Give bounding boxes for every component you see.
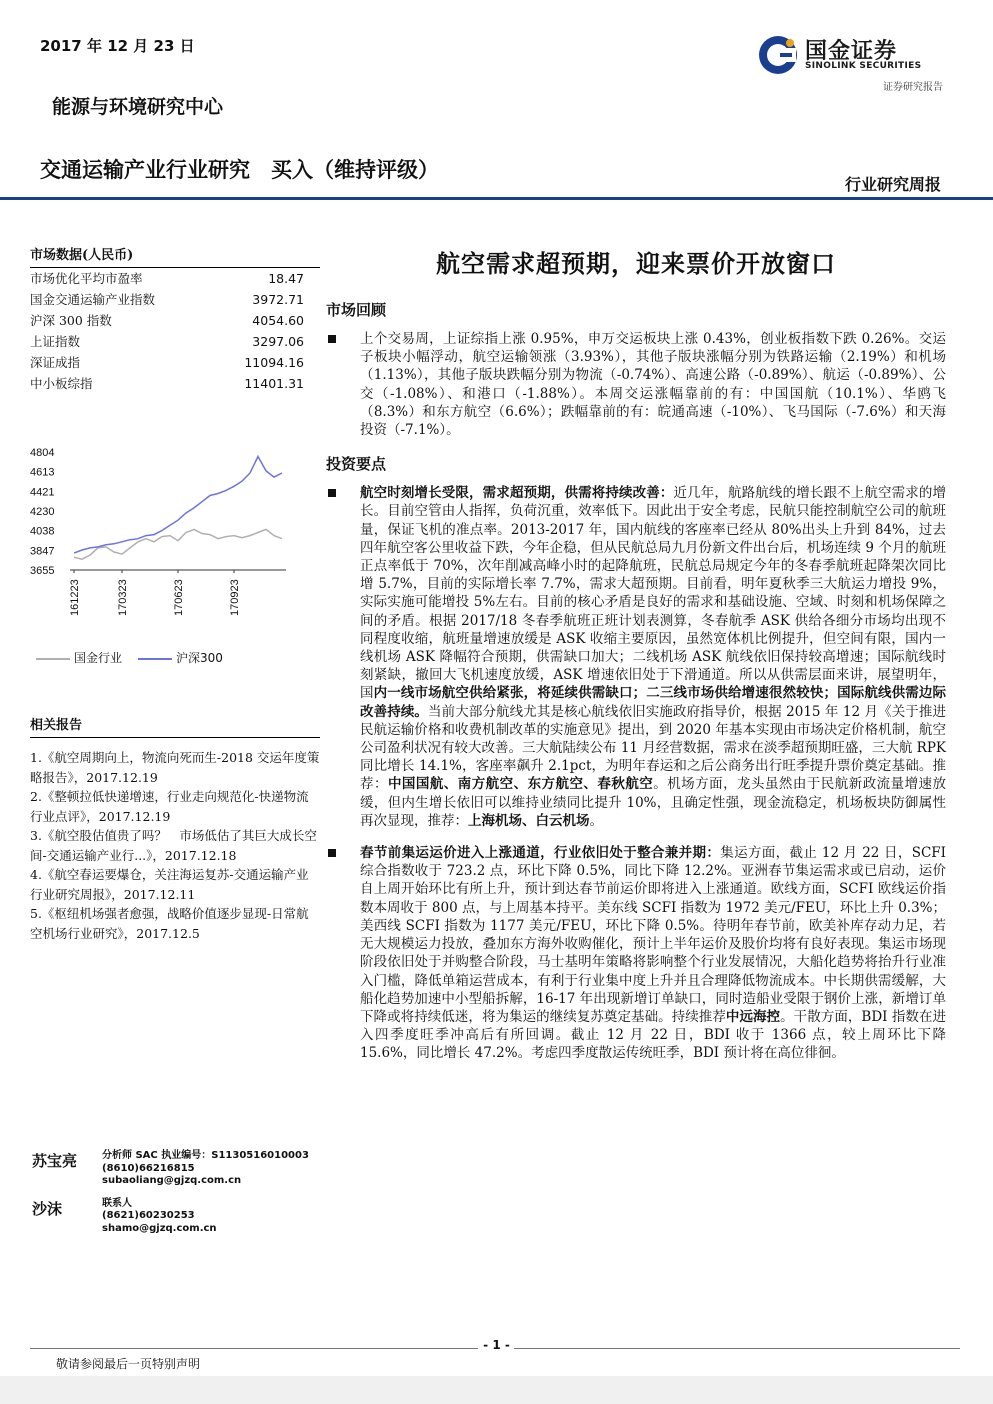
aviation-paragraph (326, 484, 946, 830)
main-content (326, 244, 946, 1077)
market-data-label: 沪深 300 指数 (30, 313, 112, 328)
legend-line-hs300 (138, 658, 172, 660)
author-phone: (8610)66216815 (102, 1162, 195, 1174)
report-type-label: 行业研究周报 (844, 175, 941, 194)
x-tick-label: 161223 (69, 579, 81, 616)
author-entry (32, 1198, 332, 1236)
header-divider (0, 197, 993, 200)
market-data-row (30, 289, 320, 310)
related-report-item[interactable]: 2.《整顿拉低快递增速，行业走向规范化-快递物流行业点评》，2017.12.19 (30, 789, 309, 824)
shipping-text-c: 。干散方面，BDI 指数在进入四季度旺季冲高后有所回调。截止 12 月 22 日，BDI 收于 1366 点，较上周环比下降 15.6%，同比增长 47.2%。考虑四季度散运传统旺季，BDI 预计将在高位徘徊。 (360, 1008, 947, 1062)
logo-subtitle: 证券研究报告 (883, 82, 943, 93)
related-report-item[interactable]: 5.《枢纽机场强者愈强，战略价值逐步显现-日常航空机场行业研究》，2017.12.5 (30, 906, 309, 941)
x-tick-label: 170623 (173, 579, 185, 616)
market-data-value: 18.47 (268, 271, 304, 286)
related-report-item[interactable]: 1.《航空周期向上，物流向死而生-2018 交运年度策略报告》，2017.12.19 (30, 750, 320, 785)
aviation-text-c: 当前大部分航线尤其是核心航线依旧实施政府指导价，根据 2015 年 12 月《关于推进民航运输价格和收费机制改革的实施意见》提出，到 2020 年基本实现由市场决定价格机制，航空公司盈利状况有较大改善。三大航陆续公布 11 月经营数据，需求在淡季超预期旺盛，三大航 RPK 同比增长 14.1%，客座率飙升 2.1pct，为明年春运和之后公商务出行旺季提升票价奠定基础。推荐： (360, 703, 947, 793)
market-data-label: 中小板综指 (30, 376, 93, 391)
sinolink-logo-icon (757, 34, 799, 76)
market-data-label: 上证指数 (30, 334, 81, 349)
logo-chinese-name: 国金证券 (805, 39, 898, 64)
market-data-row (30, 331, 320, 352)
series-line-hs300 (74, 457, 282, 554)
market-data-label: 深证成指 (30, 355, 81, 370)
market-review-paragraph (326, 330, 946, 439)
market-data-row (30, 352, 320, 373)
aviation-heading: 航空时刻增长受限，需求超预期，供需将持续改善： (360, 485, 674, 502)
shipping-heading: 春节前集运运价进入上涨通道，行业依旧处于整合兼并期： (360, 845, 721, 862)
author-email[interactable]: subaoliang@gjzq.com.cn (102, 1175, 242, 1186)
shipping-recommend: 中远海控 (725, 1008, 781, 1025)
market-data-value: 4054.60 (252, 313, 304, 328)
market-data-value: 11401.31 (244, 376, 304, 391)
y-tick-label: 3847 (30, 545, 55, 558)
company-logo (757, 30, 957, 92)
author-credential: 分析师 SAC 执业编号：S1130516010003 (102, 1150, 309, 1161)
aviation-recommend-airlines: 中国国航、南方航空、东方航空、春秋航空 (387, 776, 654, 793)
y-tick-label: 4230 (30, 505, 55, 518)
author-info (102, 1198, 217, 1236)
market-data-value: 11094.16 (244, 355, 304, 370)
authors-panel (32, 1150, 332, 1245)
bullet-square-icon (328, 335, 336, 343)
market-data-label: 国金交通运输产业指数 (30, 292, 156, 307)
related-reports-title: 相关报告 (30, 714, 320, 738)
market-data-value: 3297.06 (252, 334, 304, 349)
chart-legend (36, 649, 223, 666)
section-title-investment-points: 投资要点 (326, 455, 387, 474)
market-data-label: 市场优化平均市盈率 (30, 271, 143, 286)
y-tick-label: 4421 (30, 486, 55, 499)
legend-line-industry (36, 658, 70, 660)
aviation-recommend-airports: 上海机场、白云机场 (468, 812, 590, 829)
author-name: 沙沫 (32, 1199, 63, 1218)
aviation-text-a: 近几年，航路航线的增长跟不上航空需求的增长。目前空管由人指挥，负荷沉重，效率低下。因此出于安全考虑，民航只能控制航空公司的航班量，保证飞机的准点率。2013-2017 年，国内航线的客座率已经从 80%出头上升到 84%，过去四年航空客公里收益下跌，今年企稳，但从民航总局九月份新文件出台后，机场连续 9 个月的航班正点率低于 70%，次年削减高峰小时的起降航班，民航总局规定今年的冬春季航班起降架次同比增 5.7%，目前的实际增长率 7.7%，需求大超预期。目前看，明年夏秋季三大航运力增投 9%，实际实施可能增投 5%左右。目前的核心矛盾是良好的需求和基础设施、空域、时刻和机场保障之间的矛盾。根据 2017/18 冬春季航班正班计划表测算，冬春航季 ASK 供给各细分市场均出现不同程度收缩，航班量增速放缓是 ASK 收缩主要原因，虽然宽体机比例提升，但空间有限，国内一线机场 ASK 降幅符合预期，供需缺口加大；二线机场 ASK 航线依旧保持较高增速；国际航线时刻紧缺，撤回大飞机速度放缓，ASK 增速依旧处于下滑通道。所以从供需层面来讲，展望明年，国 (360, 485, 947, 702)
shipping-text-a: 集运方面，截止 12 月 22 日，SCFI 综合指数收于 723.2 点，环比下降 0.5%，同比下降 12.2%。亚洲春节集运需求或已启动，运价自上周开始环比有所上升，预计到达春节前运价即将进入上涨通道。欧线方面，SCFI 欧线运价指数本周收于 800 点，与上周基本持平。美东线 SCFI 指数为 1972 美元/FEU，环比上升 0.3%；美西线 SCFI 指数为 1177 美元/FEU，环比下降 0.5%。待明年春节前，欧美补库存动力足，若无大规模运力投放，叠加东方海外收购催化，预计上半年运价及股价均将有良好表现。集运市场现阶段依旧处于并购整合阶段，马士基明年策略将影响整个行业发展情况，大船化趋势将抬升行业准入门槛，降低单箱运营成本，有利于行业集中度上升并且合理降低物流成本。中长期供需缓解，大船化趋势加速中小型船拆解，16-17 年出现新增订单缺口，同时造船业受限于钢价上涨，新增订单下降或将持续低迷，将为集运的继续复苏奠定基础。持续推荐 (360, 845, 946, 1025)
y-tick-label: 4038 (30, 525, 55, 538)
author-name: 苏宝亮 (32, 1152, 78, 1170)
x-tick-label: 170923 (229, 579, 241, 616)
related-report-item[interactable]: 3.《航空股估值贵了吗？ 市场低估了其巨大成长空间-交通运输产业行...》，2017.12.18 (30, 828, 317, 863)
index-line-chart (30, 440, 292, 680)
legend-item-hs300 (138, 649, 223, 666)
author-role: 联系人 (102, 1197, 132, 1209)
section-title-market-review: 市场回顾 (326, 301, 387, 319)
legend-label-industry: 国金行业 (74, 651, 123, 665)
market-data-panel (30, 244, 320, 394)
y-tick-label: 4804 (30, 447, 55, 459)
market-data-title: 市场数据(人民币) (30, 244, 320, 268)
aviation-text-g: 。 (589, 812, 603, 829)
legend-label-hs300: 沪深300 (176, 651, 223, 665)
author-phone: (8621)60230253 (102, 1210, 195, 1221)
report-main-title: 航空需求超预期，迎来票价开放窗口 (436, 249, 836, 278)
author-entry (32, 1150, 332, 1188)
legend-item-industry (36, 649, 122, 666)
market-review-text: 上个交易周，上证综指上涨 0.95%，申万交运板块上涨 0.43%，创业板指数下跌 0.26%。交运子板块小幅浮动，航空运输领涨（3.93%），其他子版块涨幅分别为铁路运输（2.19%）和机场（1.13%），其他子版块跌幅分别为物流（-0.74%）、高速公路（-0.89%）、航运（-0.89%）、公交（-1.08%）、和港口（-1.88%）。本周交运涨幅靠前的有：中国国航（10.1%）、华鸥飞（8.3%）和东方航空（6.6%）；跌幅靠前的有：皖通高速（-10%）、飞马国际（-7.6%）和天海投资（-7.1%）。 (360, 331, 946, 439)
page-number: - 1 - (483, 1338, 510, 1352)
market-data-table (30, 268, 320, 394)
bullet-square-icon (328, 849, 336, 857)
research-center-name: 能源与环境研究中心 (52, 96, 224, 118)
related-report-item[interactable]: 4.《航空春运要爆仓，关注海运复苏-交通运输产业行业研究周报》，2017.12.11 (30, 867, 309, 902)
disclaimer-note: 敬请参阅最后一页特别声明 (56, 1357, 201, 1371)
market-data-value: 3972.71 (252, 292, 304, 307)
page-bottom-band (0, 1376, 993, 1404)
y-tick-label: 3655 (30, 565, 55, 577)
market-data-row (30, 310, 320, 331)
related-reports-panel (30, 714, 320, 943)
logo-english-name: SINOLINK SECURITIES (805, 61, 922, 71)
market-data-row (30, 373, 320, 394)
aviation-text-bold: 内一线市场航空供给紧张，将延续供需缺口；二三线市场供给增速很然较快；国际航线供需边际改善持续。 (360, 685, 947, 720)
bullet-square-icon (328, 489, 336, 497)
author-info (102, 1150, 309, 1188)
chart-svg (30, 440, 292, 640)
report-header-title: 交通运输产业行业研究 买入（维持评级） (40, 158, 439, 182)
shipping-paragraph (326, 844, 946, 1062)
author-email[interactable]: shamo@gjzq.com.cn (102, 1222, 217, 1234)
report-date: 2017 年 12 月 23 日 (40, 37, 195, 55)
y-tick-label: 4613 (30, 466, 55, 479)
x-tick-label: 170323 (117, 579, 129, 616)
market-data-row (30, 268, 320, 289)
aviation-text-e: 。机场方面，龙头虽然由于民航新政流量增速放缓，但内生增长依旧可以维持业绩同比提升 10%，且确定性强，现金流稳定，机场板块防御属性再次显现，推荐： (360, 776, 947, 829)
